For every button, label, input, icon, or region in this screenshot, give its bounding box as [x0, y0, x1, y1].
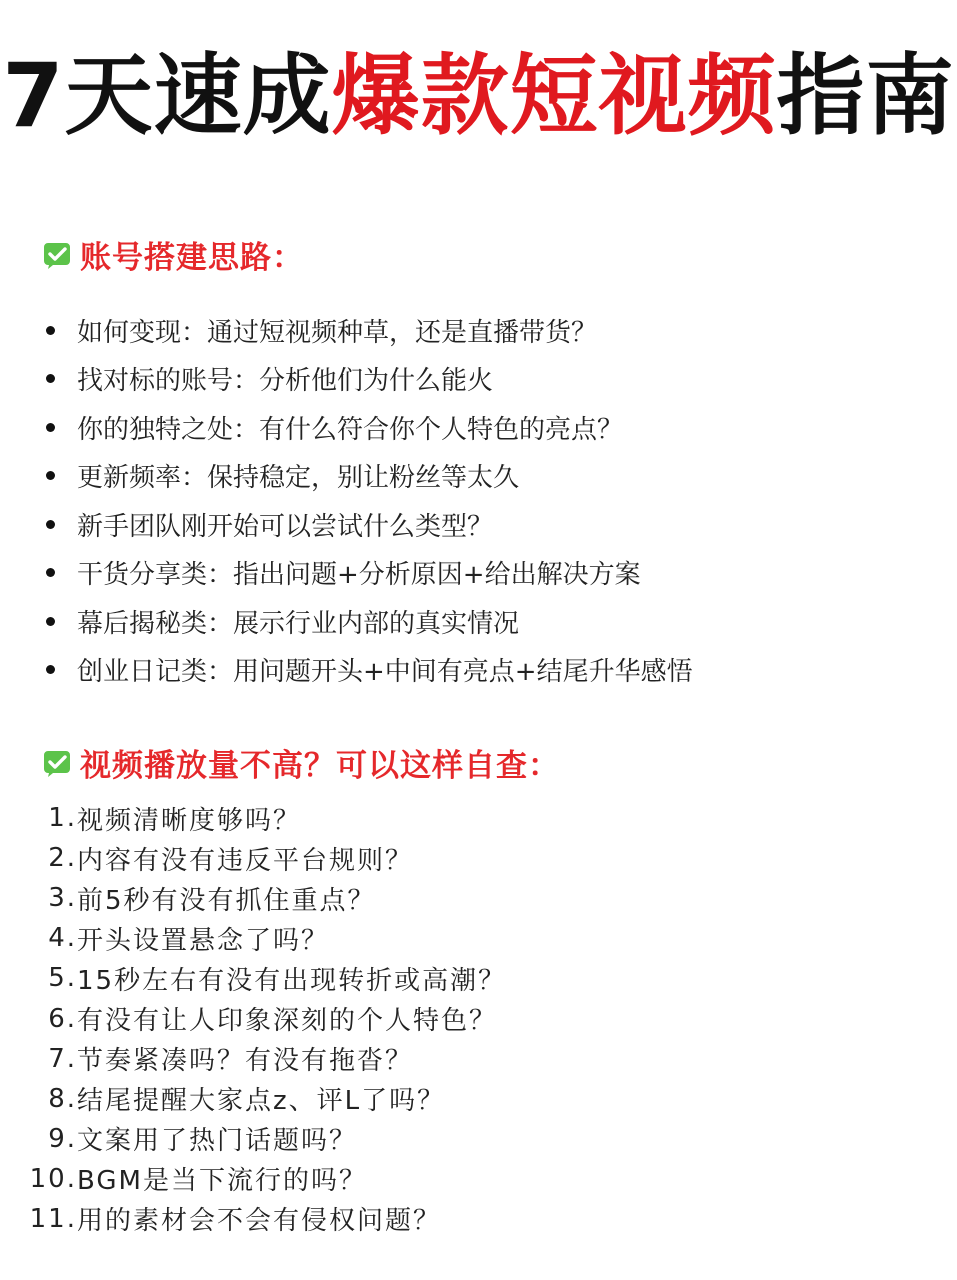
list-item-text: 有没有让人印象深刻的个人特色？	[77, 1006, 498, 1037]
list-item-number: 9.	[48, 1123, 77, 1154]
list-item-number: 2.	[48, 843, 77, 874]
list-item	[46, 355, 693, 404]
list-item	[46, 306, 693, 355]
check-icon	[42, 748, 72, 778]
list-item	[46, 452, 693, 501]
list-item-text: 内容有没有违反平台规则？	[77, 845, 414, 876]
list-item	[28, 878, 506, 918]
list-item-number: 5.	[48, 963, 77, 994]
list-item-number: 6.	[48, 1003, 77, 1034]
list-item	[28, 1039, 506, 1079]
list-item-text: 视频清晰度够吗？	[77, 805, 302, 836]
list-item	[28, 838, 506, 878]
list-item	[46, 549, 693, 598]
list-item	[46, 500, 693, 549]
list-item-number: 8.	[48, 1083, 77, 1114]
list-item-text: 15秒左右有没有出现转折或高潮？	[77, 965, 507, 996]
bullet-dot	[46, 568, 55, 577]
list-item	[28, 998, 506, 1038]
list-item-number: 11.	[29, 1203, 77, 1234]
list-item	[28, 1199, 506, 1239]
bullet-dot	[46, 326, 55, 335]
list-item-text: 文案用了热门话题吗？	[77, 1126, 358, 1157]
list-item-text: 结尾提醒大家点z、评L了吗？	[77, 1086, 446, 1117]
list-item-text: 干货分享类：指出问题+分析原因+给出解决方案	[77, 560, 641, 591]
list-item	[28, 1079, 506, 1119]
list-item	[28, 958, 506, 998]
list-item-text: 更新频率：保持稳定，别让粉丝等太久	[77, 463, 520, 494]
list-item	[46, 403, 693, 452]
list-item-number: 3.	[48, 883, 77, 914]
account-setup-list	[46, 306, 693, 694]
list-item-text: 前5秒有没有抓住重点？	[77, 885, 376, 916]
bullet-dot	[46, 423, 55, 432]
self-check-list	[28, 798, 506, 1239]
bullet-dot	[46, 374, 55, 383]
section-heading-text: 账号搭建思路：	[80, 240, 304, 276]
list-item	[28, 918, 506, 958]
list-item	[28, 1159, 506, 1199]
list-item-text: 幕后揭秘类：展示行业内部的真实情况	[77, 608, 520, 639]
list-item	[46, 597, 693, 646]
list-item-text: 找对标的账号：分析他们为什么能火	[77, 366, 494, 397]
title-part-2-highlight: 爆款短视频	[331, 44, 777, 147]
list-item-text: 开头设置悬念了吗？	[77, 925, 330, 956]
list-item-text: 用的素材会不会有侵权问题？	[77, 1206, 442, 1237]
section-heading-text: 视频播放量不高？可以这样自查：	[80, 748, 560, 784]
list-item-text: 如何变现：通过短视频种草，还是直播带货？	[77, 317, 598, 348]
list-item	[46, 646, 693, 695]
bullet-dot	[46, 665, 55, 674]
bullet-dot	[46, 471, 55, 480]
section-heading-account-setup	[42, 232, 304, 277]
page-title	[0, 44, 957, 147]
title-part-3: 指南	[776, 44, 955, 147]
list-item-text: 创业日记类：用问题开头+中间有亮点+结尾升华感悟	[77, 657, 693, 688]
list-item-number: 10.	[29, 1163, 77, 1194]
bullet-dot	[46, 617, 55, 626]
list-item-number: 7.	[48, 1043, 77, 1074]
list-item-text: 新手团队刚开始可以尝试什么类型？	[77, 511, 494, 542]
list-item-text: 你的独特之处：有什么符合你个人特色的亮点？	[77, 414, 624, 445]
list-item	[28, 1119, 506, 1159]
list-item-text: BGM是当下流行的吗？	[77, 1166, 367, 1197]
bullet-dot	[46, 520, 55, 529]
list-item-text: 节奏紧凑吗？有没有拖沓？	[77, 1046, 414, 1077]
list-item-number: 4.	[48, 923, 77, 954]
title-part-1: 7天速成	[2, 44, 332, 147]
list-item	[28, 798, 506, 838]
section-heading-self-check	[42, 740, 560, 785]
list-item-number: 1.	[48, 803, 77, 834]
check-icon	[42, 240, 72, 270]
